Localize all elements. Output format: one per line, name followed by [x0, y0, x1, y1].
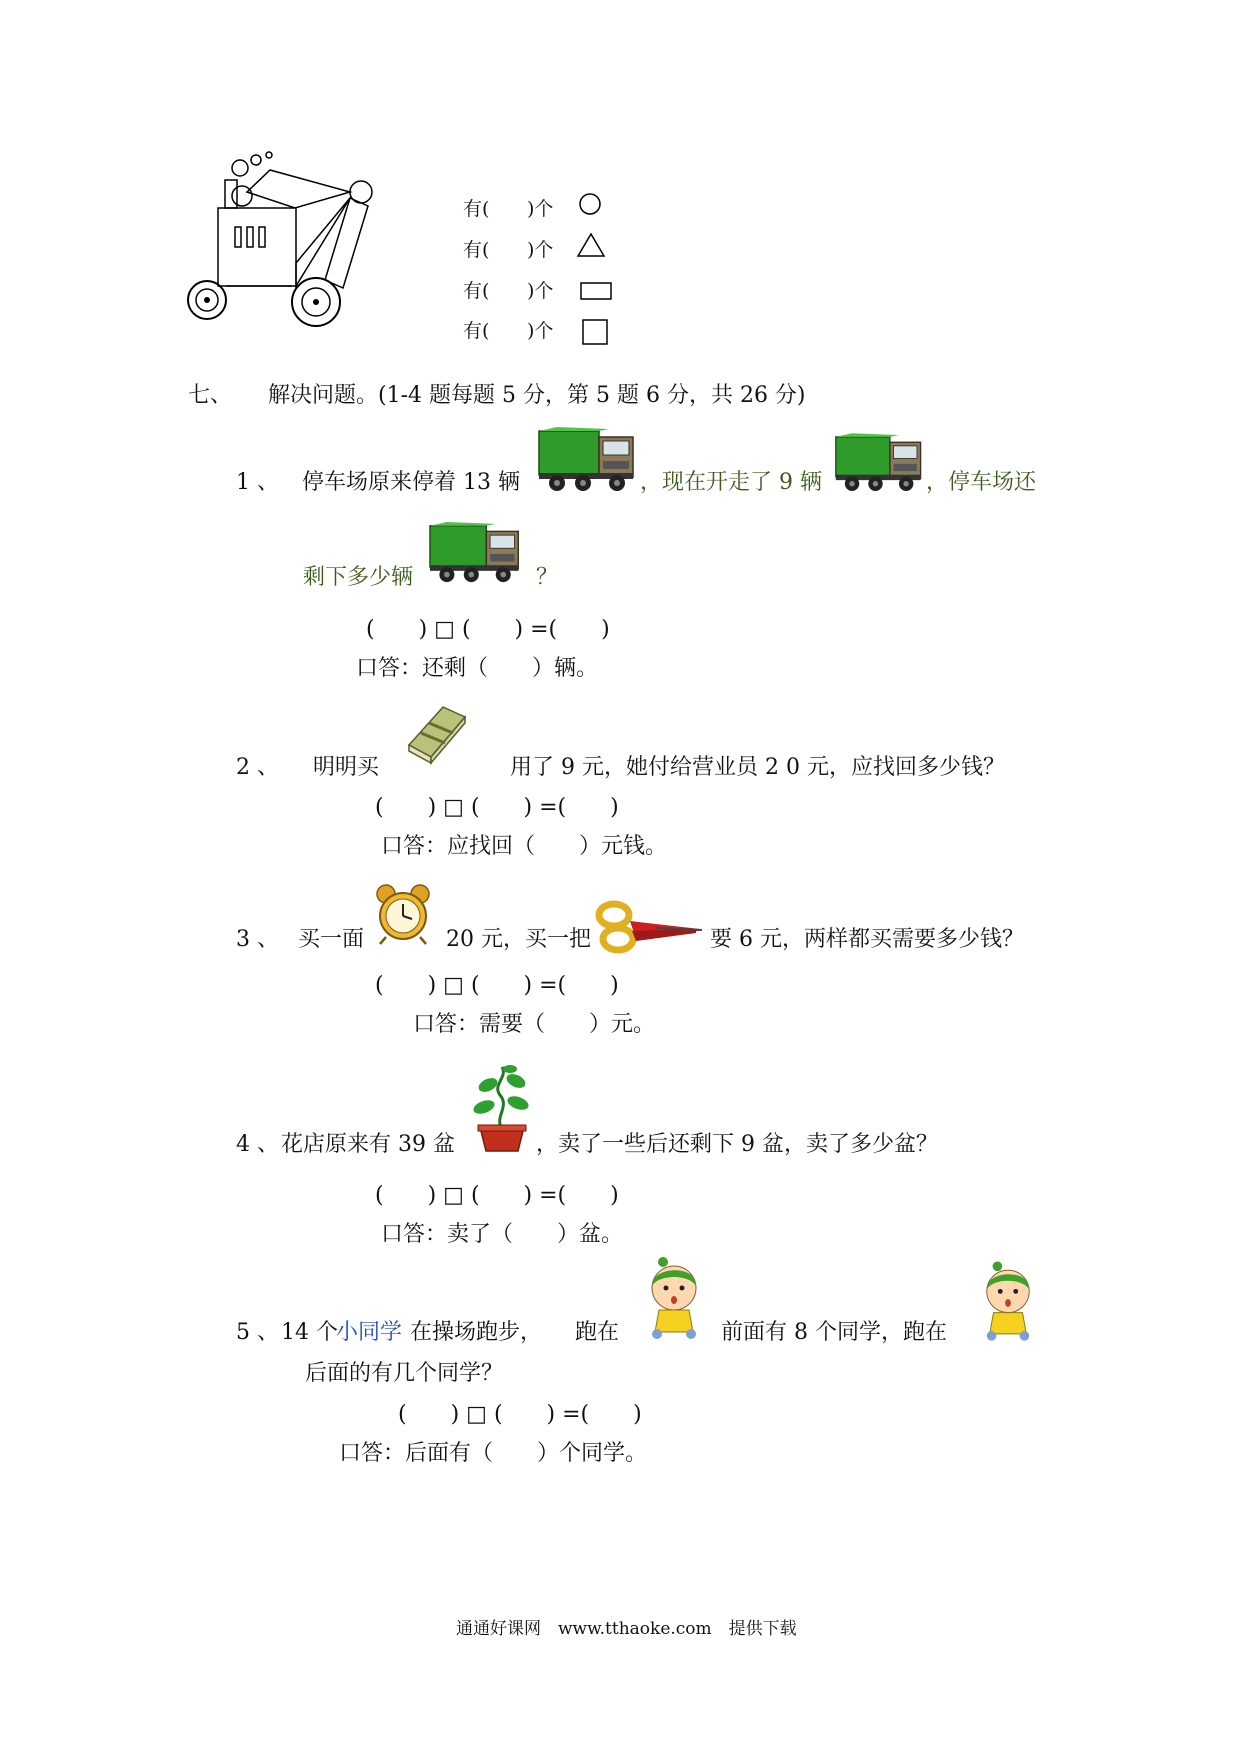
problem-text: ，卖了一些后还剩下 9 盆，卖了多少盆？ [536, 1132, 938, 1157]
equation-template: ( ) □ ( ) =( ) [375, 795, 619, 820]
problem-number: 4 、 [236, 1132, 279, 1157]
answer-template: 口答：后面有（ ）个同学。 [339, 1441, 648, 1466]
problem-number: 5 、 [236, 1320, 279, 1345]
child-icon [645, 1258, 703, 1340]
equation-template: ( ) □ ( ) =( ) [398, 1402, 642, 1427]
problem-text: ，停车场还 [926, 470, 1037, 495]
rectangle-icon [580, 282, 612, 300]
count-prefix: 有( [463, 198, 490, 220]
count-suffix: )个 [527, 239, 554, 261]
equation-template: ( ) □ ( ) =( ) [375, 973, 619, 998]
answer-template: 口答：应找回（ ）元钱。 [381, 834, 668, 859]
book-icon [403, 703, 473, 765]
section-title: 解决问题。(1-4 题每题 5 分，第 5 题 6 分，共 26 分) [268, 383, 806, 408]
count-suffix: )个 [527, 280, 554, 302]
count-prefix: 有( [463, 320, 490, 342]
truck-icon [834, 433, 926, 493]
count-suffix: )个 [527, 198, 554, 220]
problem-text: 后面的有几个同学？ [305, 1361, 504, 1386]
scissors-icon [596, 895, 706, 955]
problem-text: ？ [536, 565, 559, 590]
circle-icon [578, 192, 602, 216]
problem-text-highlight: 小同学 [336, 1320, 403, 1345]
problem-number: 2 、 [236, 755, 279, 780]
truck-icon [428, 522, 524, 584]
potted-plant-icon [470, 1063, 534, 1153]
problem-text: 在操场跑步， [410, 1320, 543, 1345]
answer-template: 口答：需要（ ）元。 [413, 1012, 656, 1037]
alarm-clock-icon [374, 883, 432, 945]
problem-text: ，现在开走了 9 辆 [640, 470, 822, 495]
equation-template: ( ) □ ( ) =( ) [366, 617, 610, 642]
answer-template: 口答：还剩（ ）辆。 [356, 656, 599, 681]
count-suffix: )个 [527, 320, 554, 342]
page-footer: 通通好课网 www.tthaoke.com 提供下载 [456, 1619, 797, 1639]
problem-number: 1 、 [236, 470, 279, 495]
count-prefix: 有( [463, 239, 490, 261]
problem-text: 买一面 [298, 927, 365, 952]
problem-number: 3 、 [236, 927, 279, 952]
truck-icon [537, 427, 639, 493]
section-number: 七、 [188, 383, 233, 408]
triangle-icon [576, 232, 606, 258]
problem-text: 明明买 [313, 755, 380, 780]
square-icon [582, 319, 608, 345]
child-icon [980, 1262, 1036, 1342]
problem-text: 要 6 元，两样都买需要多少钱？ [710, 927, 1024, 952]
problem-text: 剩下多少辆 [303, 565, 414, 590]
problem-text: 用了 9 元，她付给营业员 2 0 元，应找回多少钱？ [510, 755, 1005, 780]
answer-template: 口答：卖了（ ）盆。 [381, 1222, 624, 1247]
count-prefix: 有( [463, 280, 490, 302]
problem-text: 跑在 [575, 1320, 620, 1345]
problem-text: 14 个 [281, 1320, 338, 1345]
tractor-shapes-figure [185, 150, 385, 330]
problem-text: 花店原来有 39 盆 [281, 1132, 455, 1157]
equation-template: ( ) □ ( ) =( ) [375, 1183, 619, 1208]
problem-text: 前面有 8 个同学，跑在 [721, 1320, 947, 1345]
problem-text: 20 元，买一把 [446, 927, 591, 952]
problem-text: 停车场原来停着 13 辆 [302, 470, 520, 495]
